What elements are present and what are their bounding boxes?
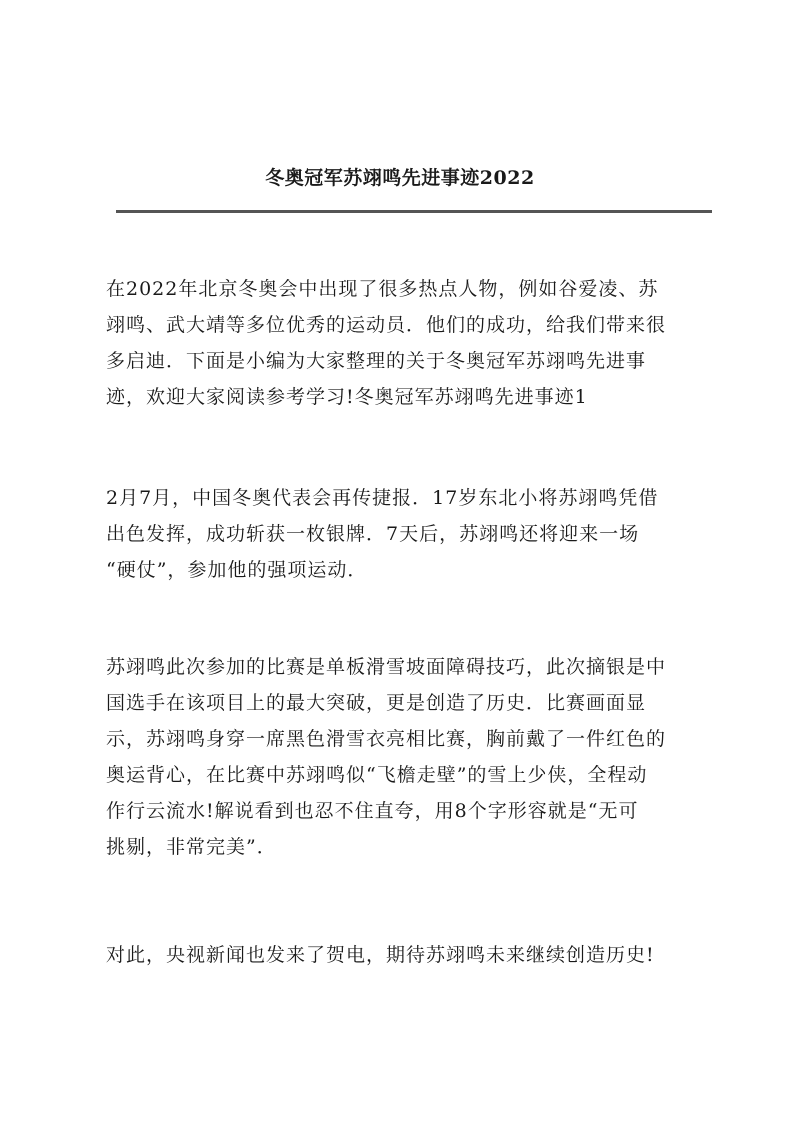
paragraph-line: “硬仗”，参加他的强项运动．: [106, 559, 368, 581]
paragraph-congratulations: [106, 940, 702, 976]
paragraph-line: 2月7月，中国冬奥代表会再传捷报．17岁东北小将苏翊鸣凭借: [106, 487, 659, 509]
paragraph-silver-medal: [106, 483, 702, 591]
paragraph-line: 国选手在该项目上的最大突破，更是创造了历史．比赛画面显: [106, 692, 647, 714]
paragraph-line: 多启迪．下面是小编为大家整理的关于冬奥冠军苏翊鸣先进事: [106, 350, 647, 372]
paragraph-line: 苏翊鸣此次参加的比赛是单板滑雪坡面障碍技巧，此次摘银是中: [106, 656, 667, 678]
paragraph-line: 对此，央视新闻也发来了贺电，期待苏翊鸣未来继续创造历史!: [106, 944, 655, 966]
paragraph-competition: [106, 652, 702, 868]
title-underline-rule: [116, 210, 712, 213]
paragraph-line: 挑剔，非常完美”．: [106, 836, 277, 858]
paragraph-line: 示，苏翊鸣身穿一席黑色滑雪衣亮相比赛，胸前戴了一件红色的: [106, 728, 667, 750]
paragraph-line: 翊鸣、武大靖等多位优秀的运动员．他们的成功，给我们带来很: [106, 314, 667, 336]
paragraph-line: 在2022年北京冬奥会中出现了很多热点人物，例如谷爱凌、苏: [106, 278, 659, 300]
paragraph-line: 作行云流水!解说看到也忍不住直夸，用8个字形容就是“无可: [106, 800, 639, 822]
paragraph-intro: [106, 274, 702, 418]
paragraph-line: 出色发挥，成功斩获一枚银牌．7天后，苏翊鸣还将迎来一场: [106, 523, 640, 545]
paragraph-line: 奥运背心，在比赛中苏翊鸣似“飞檐走壁”的雪上少侠，全程动: [106, 764, 648, 786]
paragraph-line: 迹，欢迎大家阅读参考学习!冬奥冠军苏翊鸣先进事迹1: [106, 386, 588, 408]
document-title: 冬奥冠军苏翊鸣先进事迹2022: [265, 167, 535, 189]
